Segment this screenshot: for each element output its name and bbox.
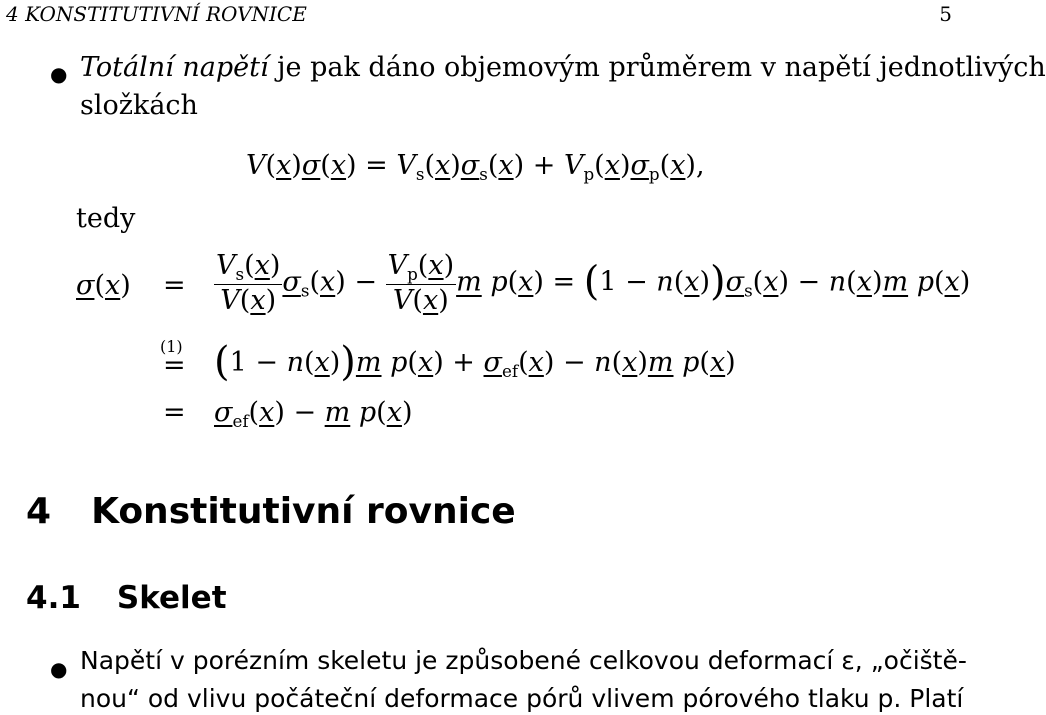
eq-lhs: σ(x) (76, 270, 131, 301)
tedy-text: tedy (76, 203, 136, 234)
equation-1: $V(x)\sigma(x) = V_s(x)\sigma_s(x) + V_p(x)\sigma_p(x)$, (246, 150, 705, 184)
equation-reference: (1) (160, 337, 183, 356)
running-header-left: 4 KONSTITUTIVNÍ ROVNICE (6, 2, 307, 26)
eq-equals-2: = (163, 350, 186, 381)
subsection-number: 4.1 (26, 580, 81, 616)
fraction-vp-v: $\frac{V_p(x)}{V(x)}$ (387, 250, 455, 317)
subsection-heading (26, 580, 227, 616)
section-heading (26, 491, 516, 532)
eq-line2: (1 − n(x))m $p(x) + \sigma_{ef}(x) - n(x)m$ p(x) (214, 339, 736, 385)
bullet1-line1 (80, 52, 1046, 83)
subsection-title: Skelet (116, 580, 227, 616)
bullet2-line2: nou“ od vlivu počáteční deformace pórů vlivem pórového tlaku p. Platí (80, 684, 964, 713)
bullet1-text: je pak dáno objemovým průměrem v napětí jednotlivých (268, 52, 1046, 83)
bullet1-line2: složkách (80, 90, 198, 121)
eq-equals-1: = (163, 270, 186, 301)
bullet2-line1: Napětí v porézním skeletu je způsobené celkovou deformací ε, „očiště- (80, 646, 967, 675)
eq-line1: $\frac{V_s(x)}{V(x)}$ $\sigma_s(x)$ − $\frac{V_p(x)}{V(x)}$ m $p(x) = (1 - n(x))\sigma_s(x) - n(x)m$ p(x) (216, 250, 971, 317)
running-header (6, 2, 307, 26)
bullet-icon: ● (50, 62, 68, 86)
bullet1-italic-lead: Totální napětí (80, 52, 269, 83)
page-number: 5 (939, 2, 952, 26)
section-number: 4 (26, 491, 52, 532)
eq-line3: $\sigma_{ef}(x) - m$ p(x) (214, 397, 413, 431)
bullet-icon: ● (50, 657, 68, 681)
eq-equals-3: = (163, 397, 186, 428)
section-title: Konstitutivní rovnice (91, 491, 516, 532)
fraction-vs-v: $\frac{V_s(x)}{V(x)}$ (216, 250, 281, 317)
